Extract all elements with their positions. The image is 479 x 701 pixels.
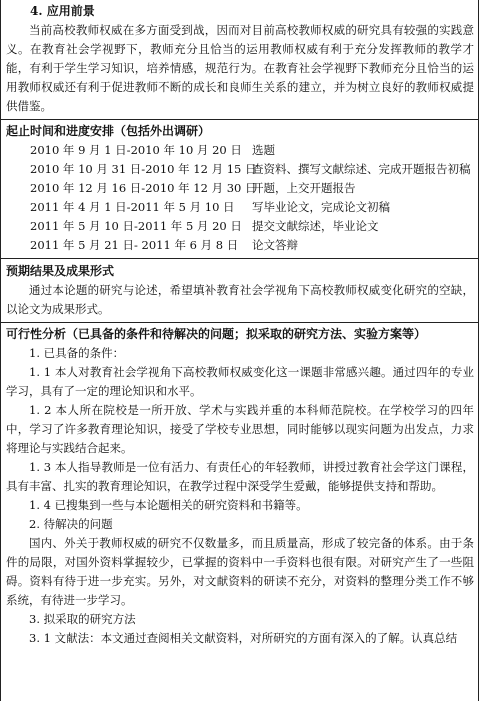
section-schedule (1, 120, 478, 259)
schedule-date: 2010 年 9 月 1 日-2010 年 10 月 20 日 (30, 143, 242, 157)
schedule-task: 提交文献综述，毕业论文 (252, 219, 379, 233)
feasibility-paragraph: 2. 待解决的问题 (29, 517, 113, 531)
feasibility-paragraph: 国内、外关于教师权威的研究不仅数量多，而且质量高，形成了较完备的体系。由于条件的局限，对国外资料掌握较少，已掌握的资料中一手资料也很有限。对研究产生了一些阻碍。资料有待于进一步充实。另外，对文献资料的研读不充分，对资料的整理分类工作不够系统，有待进一步学习。 (6, 536, 474, 607)
schedule-task: 开题，上交开题报告 (252, 181, 356, 195)
schedule-date: 2010 年 12 月 16 日-2010 年 12 月 30 日 (30, 181, 257, 195)
feasibility-paragraph: 3. 拟采取的研究方法 (29, 612, 136, 626)
schedule-date: 2011 年 4 月 1 日-2011 年 5 月 10 日 (30, 200, 235, 214)
feasibility-heading: 可行性分析（已具备的条件和待解决的问题；拟采取的研究方法、实验方案等） (6, 327, 427, 341)
section-feasibility (1, 323, 478, 651)
section-expected-results (1, 259, 478, 323)
feasibility-paragraph: 1. 已具备的条件： (29, 346, 125, 360)
schedule-task: 选题 (252, 143, 275, 157)
feasibility-paragraph: 1. 2 本人所在院校是一所开放、学术与实践并重的本科师范院校。在学校学习的四年中，学习了许多教育理论知识，接受了学校专业思想，同时能够以现实问题为出发点，力求将理论与实践结合起来。 (6, 403, 474, 455)
feasibility-paragraph: 1. 1 本人对教育社会学视角下高校教师权威变化这一课题非常感兴趣。通过四年的专业学习，具有了一定的理论知识和水平。 (6, 365, 474, 398)
schedule-date: 2010 年 10 月 31 日-2010 年 12 月 15 日 (30, 162, 257, 176)
schedule-table (6, 141, 474, 255)
schedule-task: 查资料、撰写文献综述、完成开题报告初稿 (252, 162, 471, 176)
schedule-task: 论文答辩 (252, 238, 298, 252)
expected-heading: 预期结果及成果形式 (6, 264, 115, 278)
schedule-heading: 起止时间和进度安排（包括外出调研） (6, 124, 211, 138)
feasibility-paragraph: 1. 3 本人指导教师是一位有活力、有责任心的年轻教师，讲授过教育社会学这门课程，具有丰富、扎实的教育理论知识，在教学过程中深受学生爱戴，能够提供支持和帮助。 (6, 460, 474, 493)
section-application-prospects (1, 0, 478, 120)
section-paragraph: 当前高校教师权威在多方面受到战，因而对目前高校教师权威的研究具有较强的实践意义。在教育社会学视野下，教师充分且恰当的运用教师权威有利于充分发挥教师的教学才能，有利于学生学习知识，培养情感，规范行为。在教育社会学视野下教师充分且恰当的运用教师权威还有利于促进教师不断的成长和良师生关系的建立，并为树立良好的教师权威提供借鉴。 (6, 23, 474, 113)
schedule-date: 2011 年 5 月 21 日- 2011 年 6 月 8 日 (30, 238, 239, 252)
feasibility-paragraph: 1. 4 已搜集到一些与本论题相关的研究资料和书籍等。 (29, 498, 308, 512)
schedule-task: 写毕业论文，完成论文初稿 (252, 200, 390, 214)
feasibility-paragraph: 3. 1 文献法：本文通过查阅相关文献资料，对所研究的方面有深入的了解。认真总结 (29, 631, 458, 645)
expected-paragraph: 通过本论题的研究与论述，希望填补教育社会学视角下高校教师权威变化研究的空缺，以论文为成果形式。 (6, 283, 474, 316)
schedule-date: 2011 年 5 月 10 日-2011 年 5 月 20 日 (30, 219, 242, 233)
section-heading: 4. 应用前景 (30, 4, 95, 18)
